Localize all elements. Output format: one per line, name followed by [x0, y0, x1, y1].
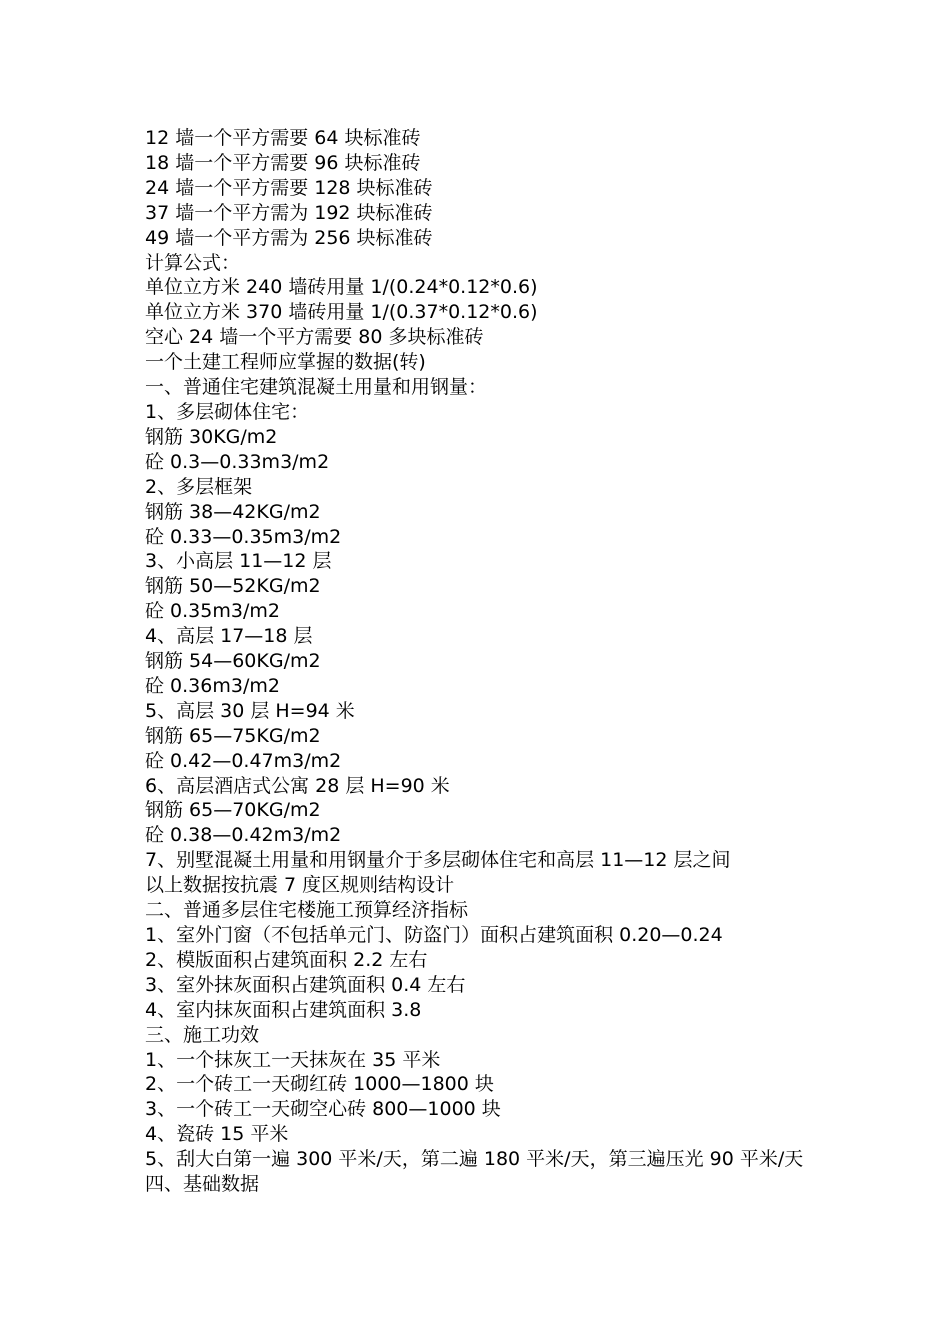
text-line: 12 墙一个平方需要 64 块标准砖 [145, 127, 421, 149]
text-line: 49 墙一个平方需为 256 块标准砖 [145, 226, 433, 249]
text-line: 一个土建工程师应掌握的数据(转) [145, 351, 426, 374]
text-line: 砼 0.38—0.42m3/m2 [145, 824, 342, 847]
text-line: 4、室内抹灰面积占建筑面积 3.8 [145, 998, 422, 1021]
text-line: 3、一个砖工一天砌空心砖 800—1000 块 [145, 1098, 501, 1121]
text-line: 二、普通多层住宅楼施工预算经济指标 [145, 899, 469, 922]
text-line: 2、模版面积占建筑面积 2.2 左右 [145, 948, 428, 971]
text-line: 空心 24 墙一个平方需要 80 多块标准砖 [145, 326, 484, 349]
text-line: 1、一个抹灰工一天抹灰在 35 平米 [145, 1048, 441, 1071]
text-line: 37 墙一个平方需为 192 块标准砖 [145, 201, 433, 224]
text-line: 1、多层砌体住宅： [145, 400, 310, 423]
text-line: 四、基础数据 [145, 1173, 260, 1196]
text-line: 钢筋 50—52KG/m2 [145, 575, 321, 598]
text-line: 计算公式： [145, 251, 241, 274]
text-line: 1、室外门窗（不包括单元门、防盗门）面积占建筑面积 0.20—0.24 [145, 924, 723, 946]
text-line: 6、高层酒店式公寓 28 层 H=90 米 [145, 774, 450, 797]
text-line: 18 墙一个平方需要 96 块标准砖 [145, 151, 421, 174]
text-line: 3、小高层 11—12 层 [145, 550, 332, 573]
text-line: 2、一个砖工一天砌红砖 1000—1800 块 [145, 1073, 494, 1096]
text-line: 钢筋 65—75KG/m2 [145, 724, 321, 747]
text-line: 砼 0.33—0.35m3/m2 [145, 525, 342, 548]
text-line: 单位立方米 370 墙砖用量 1/(0.37*0.12*0.6) [145, 301, 538, 324]
text-line: 单位立方米 240 墙砖用量 1/(0.24*0.12*0.6) [145, 276, 538, 299]
text-line: 钢筋 54—60KG/m2 [145, 650, 321, 673]
text-line: 2、多层框架 [145, 475, 253, 498]
text-line: 砼 0.3—0.33m3/m2 [145, 450, 330, 473]
text-line: 以上数据按抗震 7 度区规则结构设计 [145, 874, 455, 897]
text-line: 4、瓷砖 15 平米 [145, 1123, 289, 1146]
text-line: 4、高层 17—18 层 [145, 625, 313, 648]
text-line: 砼 0.35m3/m2 [145, 600, 280, 623]
text-line: 砼 0.42—0.47m3/m2 [145, 749, 342, 772]
text-line: 7、别墅混凝土用量和用钢量介于多层砌体住宅和高层 11—12 层之间 [145, 849, 731, 872]
text-line: 钢筋 65—70KG/m2 [145, 799, 321, 822]
text-line: 5、高层 30 层 H=94 米 [145, 699, 355, 722]
text-line: 钢筋 30KG/m2 [145, 425, 278, 448]
text-line: 3、室外抹灰面积占建筑面积 0.4 左右 [145, 973, 466, 996]
text-line: 砼 0.36m3/m2 [145, 674, 280, 697]
text-line: 24 墙一个平方需要 128 块标准砖 [145, 176, 433, 199]
text-line: 5、刮大白第一遍 300 平米/天，第二遍 180 平米/天，第三遍压光 90 平米/天 [145, 1148, 804, 1171]
text-line: 钢筋 38—42KG/m2 [145, 500, 321, 523]
text-line: 一、普通住宅建筑混凝土用量和用钢量： [145, 376, 488, 399]
text-line: 三、施工功效 [145, 1023, 260, 1046]
document-body [145, 126, 825, 1197]
